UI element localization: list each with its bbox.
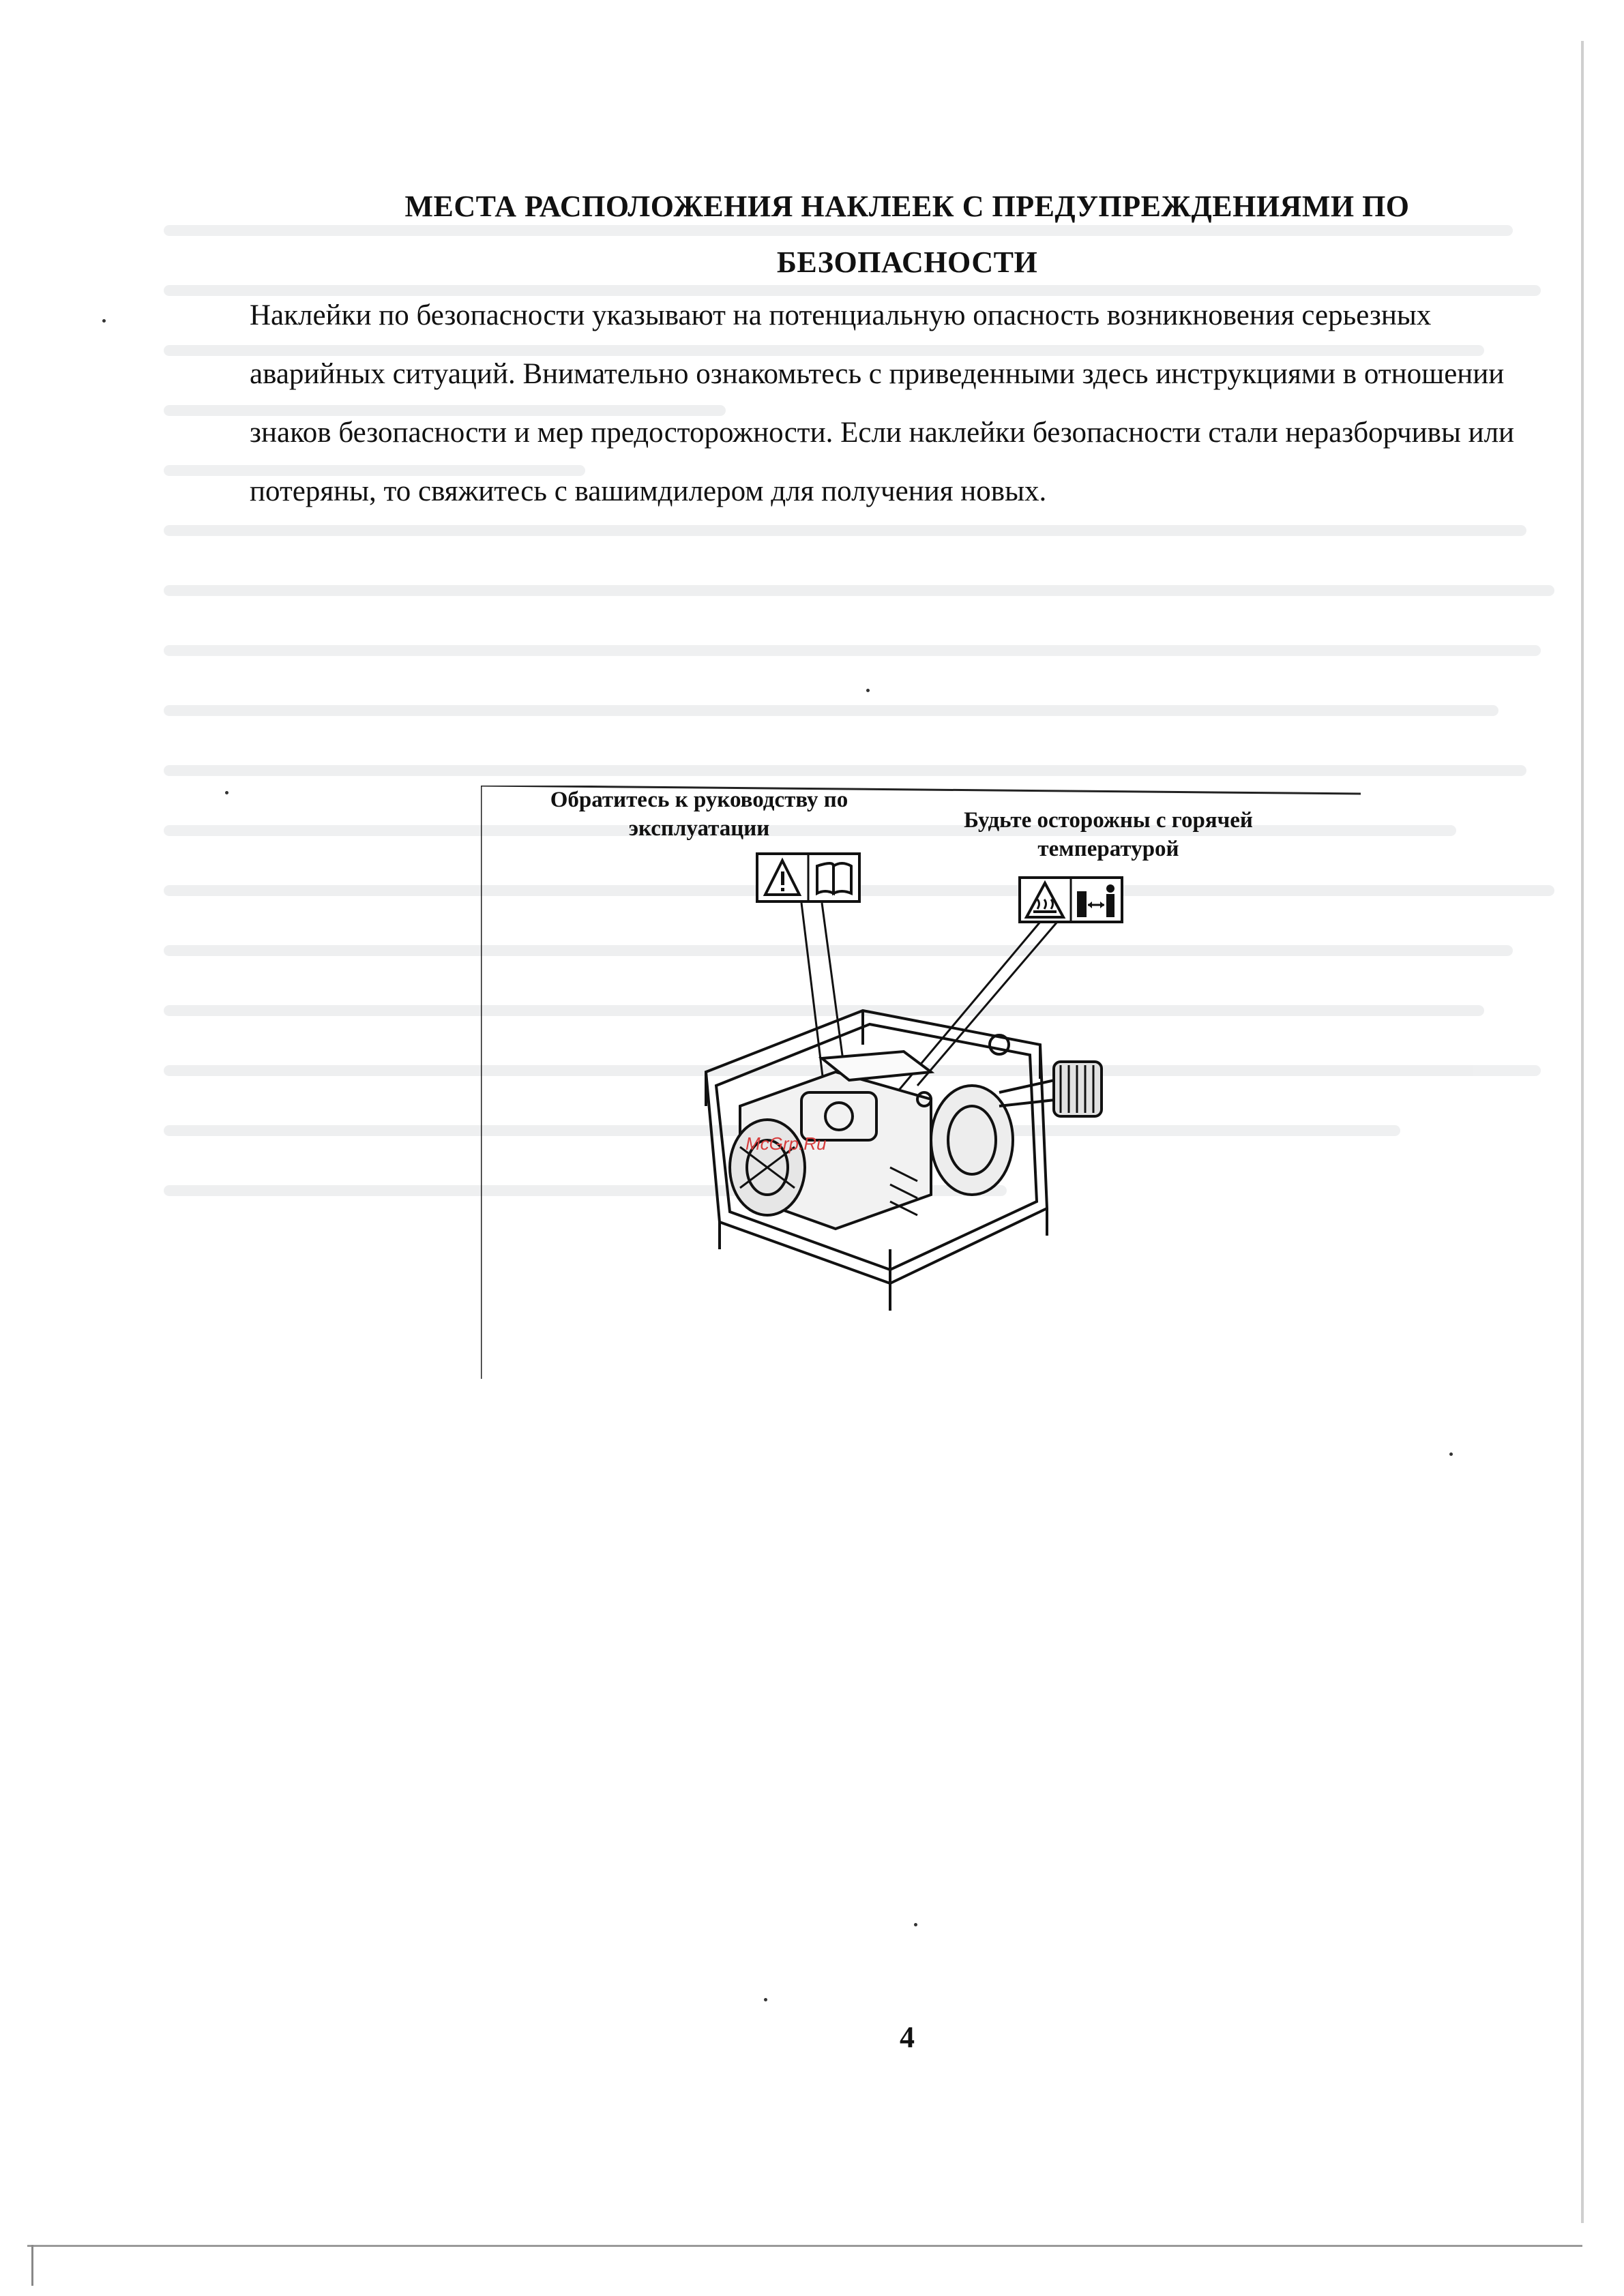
scan-speck — [866, 689, 870, 692]
scan-speck — [914, 1923, 917, 1926]
manual-sticker — [757, 854, 859, 901]
safety-label-figure — [481, 786, 1368, 1386]
page-title: МЕСТА РАСПОЛОЖЕНИЯ НАКЛЕЕК С ПРЕДУПРЕЖДЕНИЯМИ ПО БЕЗОПАСНОСТИ — [404, 190, 1410, 279]
scan-speck — [225, 791, 228, 794]
scan-speck — [102, 319, 106, 323]
page-edge-left — [31, 2245, 33, 2286]
figure-drawing — [481, 786, 1368, 1386]
page-edge-right — [1581, 41, 1584, 2223]
leader-line-heat-2 — [917, 922, 1057, 1086]
intro-paragraph: Наклейки по безопасности указывают на потенциальную опасность возникновения серьезных аварийных ситуаций. Внимательно ознакомьтесь с приведенными здесь инструкциями в отношении знаков безопасности и мер предосторожности. Если наклейки безопасности стали неразборчивы или потеряны, то свяжитесь с вашимдилером для получения новых. — [250, 299, 1515, 507]
heat-sticker — [1020, 878, 1122, 922]
watermark: McGrp.Ru — [745, 1133, 827, 1154]
scan-speck — [764, 1998, 767, 2001]
scan-speck — [1449, 1452, 1453, 1456]
water-pump-illustration — [706, 1011, 1102, 1311]
label-refer-to-manual: Обратитесь к руководству по эксплуатации — [550, 788, 848, 841]
label-hot-temperature: Будьте осторожны с горячей температурой — [964, 808, 1253, 861]
page-edge-bottom — [27, 2245, 1582, 2247]
page-number: 4 — [900, 2021, 915, 2054]
